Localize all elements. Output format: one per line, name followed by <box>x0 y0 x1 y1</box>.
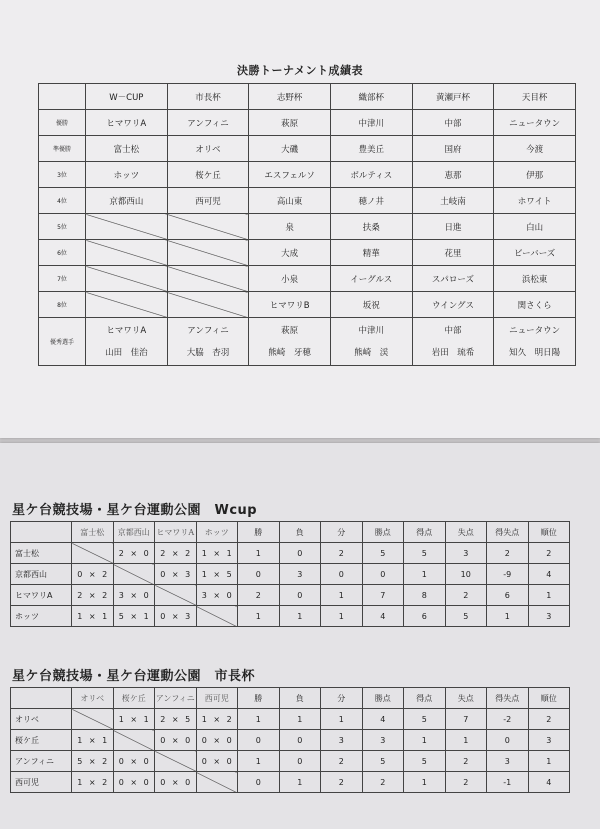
opponent-header: ホッツ <box>196 522 238 543</box>
opponent-header: アンフィニ <box>155 688 197 709</box>
mvp-cell <box>412 318 494 366</box>
team-cell: 土岐南 <box>412 188 494 214</box>
team-cell: イーグルス <box>330 266 412 292</box>
stat-value: 1 <box>528 751 570 772</box>
stat-value: 1 <box>238 751 280 772</box>
team-cell: スパローズ <box>412 266 494 292</box>
stat-header: 得失点 <box>487 688 529 709</box>
stat-value: 0 <box>238 730 280 751</box>
self-match-cell <box>196 606 238 627</box>
team-cell: ホッツ <box>86 162 168 188</box>
mvp-team: ヒマワリA <box>106 325 147 336</box>
stat-header: 失点 <box>445 688 487 709</box>
stat-value: 1 <box>404 564 446 585</box>
mvp-player: 山田 佳治 <box>105 347 148 358</box>
stat-value: 3 <box>487 751 529 772</box>
team-cell <box>86 214 168 240</box>
stat-value: 6 <box>487 585 529 606</box>
team-name: 富士松 <box>11 543 72 564</box>
stat-value: 2 <box>445 751 487 772</box>
team-cell: 大成 <box>249 240 331 266</box>
match-score: 3 × 0 <box>196 585 238 606</box>
team-name: ホッツ <box>11 606 72 627</box>
team-cell <box>167 214 249 240</box>
self-match-cell <box>113 730 155 751</box>
stat-value: 1 <box>238 709 280 730</box>
league-team-row <box>11 543 570 564</box>
stat-value: 1 <box>321 606 363 627</box>
stat-value: 1 <box>445 730 487 751</box>
stat-value: 7 <box>445 709 487 730</box>
match-score: 1 × 1 <box>72 606 114 627</box>
rank-label: 6位 <box>39 240 86 266</box>
stat-header: 順位 <box>528 688 570 709</box>
mvp-team: 萩原 <box>281 325 299 336</box>
team-cell: 泉 <box>249 214 331 240</box>
mvp-team: 中津川 <box>358 325 385 336</box>
stat-header: 失点 <box>445 522 487 543</box>
match-score: 1 × 2 <box>72 772 114 793</box>
stat-value: 4 <box>362 709 404 730</box>
stat-value: 1 <box>279 772 321 793</box>
stat-value: 5 <box>362 543 404 564</box>
team-cell: 伊那 <box>494 162 576 188</box>
stat-header: 負 <box>279 688 321 709</box>
mvp-cell <box>494 318 576 366</box>
stat-value: 6 <box>404 606 446 627</box>
stat-header: 分 <box>321 522 363 543</box>
rank-label: 優勝 <box>39 110 86 136</box>
cup-header: 志野杯 <box>249 84 331 110</box>
rank-row <box>39 240 576 266</box>
league-title-wcup: 星ケ台競技場・星ケ台運動公園 Wcup <box>12 503 258 518</box>
stat-value: 0 <box>362 564 404 585</box>
corner-cell <box>39 84 86 110</box>
rank-row <box>39 136 576 162</box>
mvp-label: 優秀選手 <box>39 318 86 366</box>
match-score: 2 × 2 <box>155 543 197 564</box>
mvp-cell <box>86 318 168 366</box>
stat-header: 分 <box>321 688 363 709</box>
stat-value: 3 <box>445 543 487 564</box>
league-header-row <box>11 688 570 709</box>
match-score: 1 × 1 <box>196 543 238 564</box>
stat-value: 0 <box>279 543 321 564</box>
match-score: 0 × 2 <box>72 564 114 585</box>
team-cell: エスフェルソ <box>249 162 331 188</box>
stat-value: 1 <box>321 585 363 606</box>
stat-value: 2 <box>238 585 280 606</box>
mvp-team: アンフィニ <box>187 325 229 336</box>
team-cell: 浜松東 <box>494 266 576 292</box>
mvp-cell <box>330 318 412 366</box>
rank-row <box>39 162 576 188</box>
stat-value: 2 <box>445 772 487 793</box>
team-name: ヒマワリA <box>11 585 72 606</box>
stat-value: 3 <box>321 730 363 751</box>
stat-value: 0 <box>487 730 529 751</box>
team-cell: ビーバーズ <box>494 240 576 266</box>
stat-header: 順位 <box>528 522 570 543</box>
mvp-cell <box>167 318 249 366</box>
league-corner-cell <box>11 522 72 543</box>
rank-row <box>39 266 576 292</box>
stat-value: 3 <box>279 564 321 585</box>
mvp-row <box>39 318 576 366</box>
team-cell: 関さくら <box>494 292 576 318</box>
stat-header: 勝 <box>238 522 280 543</box>
self-match-cell <box>155 751 197 772</box>
match-score: 0 × 0 <box>113 751 155 772</box>
league-team-row <box>11 772 570 793</box>
mvp-player: 岩田 琉希 <box>431 347 475 358</box>
match-score: 0 × 0 <box>113 772 155 793</box>
league-team-row <box>11 751 570 772</box>
league-corner-cell <box>11 688 72 709</box>
league-table-shichohai <box>10 687 570 793</box>
stat-value: 1 <box>279 709 321 730</box>
team-cell <box>86 292 168 318</box>
match-score: 0 × 0 <box>155 772 197 793</box>
team-cell: ウイングス <box>412 292 494 318</box>
team-cell: 豊美丘 <box>330 136 412 162</box>
match-score: 1 × 5 <box>196 564 238 585</box>
mvp-team: 中部 <box>444 325 462 336</box>
team-cell: 精華 <box>330 240 412 266</box>
team-cell: 国府 <box>412 136 494 162</box>
team-cell: ヒマワリB <box>249 292 331 318</box>
team-cell: アンフィニ <box>167 110 249 136</box>
stat-value: 5 <box>404 751 446 772</box>
team-cell: 今渡 <box>494 136 576 162</box>
match-score: 1 × 2 <box>196 709 238 730</box>
stat-header: 勝 <box>238 688 280 709</box>
mvp-player: 知久 明日陽 <box>509 347 561 358</box>
match-score: 5 × 2 <box>72 751 114 772</box>
mvp-player: 大脇 杏羽 <box>186 347 230 358</box>
team-name: 京都西山 <box>11 564 72 585</box>
team-cell: ニュータウン <box>494 110 576 136</box>
team-cell <box>167 266 249 292</box>
match-score: 3 × 0 <box>113 585 155 606</box>
opponent-header: 富士松 <box>72 522 114 543</box>
stat-header: 得失点 <box>487 522 529 543</box>
mvp-player: 熊崎 牙穂 <box>268 347 311 358</box>
tournament-title: 決勝トーナメント成績表 <box>236 64 364 77</box>
stat-value: 2 <box>487 543 529 564</box>
opponent-header: ヒマワリA <box>155 522 197 543</box>
team-cell <box>167 292 249 318</box>
rank-label: 5位 <box>39 214 86 240</box>
stat-value: 2 <box>528 709 570 730</box>
team-cell: ホワイト <box>494 188 576 214</box>
team-cell: 花里 <box>412 240 494 266</box>
stat-value: 3 <box>362 730 404 751</box>
cup-header: W－CUP <box>86 84 168 110</box>
team-cell: ボルティス <box>330 162 412 188</box>
stat-header: 得点 <box>404 688 446 709</box>
opponent-header: 京都西山 <box>113 522 155 543</box>
team-cell: 高山東 <box>249 188 331 214</box>
mvp-player: 熊崎 渓 <box>354 347 389 358</box>
stat-value: -1 <box>487 772 529 793</box>
self-match-cell <box>72 543 114 564</box>
stat-value: 3 <box>528 730 570 751</box>
league-team-row <box>11 564 570 585</box>
team-cell <box>167 240 249 266</box>
stat-header: 得点 <box>404 522 446 543</box>
team-cell: 大磯 <box>249 136 331 162</box>
team-name: オリベ <box>11 709 72 730</box>
match-score: 1 × 1 <box>113 709 155 730</box>
mvp-team: ニュータウン <box>509 325 561 336</box>
stat-value: 2 <box>321 543 363 564</box>
stat-value: 5 <box>362 751 404 772</box>
self-match-cell <box>72 709 114 730</box>
rank-label: 4位 <box>39 188 86 214</box>
stat-value: 2 <box>321 772 363 793</box>
stat-value: 0 <box>279 751 321 772</box>
stat-value: -2 <box>487 709 529 730</box>
league-team-row <box>11 585 570 606</box>
match-score: 0 × 0 <box>196 730 238 751</box>
stat-value: 7 <box>362 585 404 606</box>
stat-value: 1 <box>321 709 363 730</box>
cup-header: 織部杯 <box>330 84 412 110</box>
stat-value: 0 <box>238 564 280 585</box>
match-score: 0 × 0 <box>155 730 197 751</box>
cup-header: 天目杯 <box>494 84 576 110</box>
stat-value: 5 <box>404 543 446 564</box>
self-match-cell <box>113 564 155 585</box>
match-score: 0 × 3 <box>155 564 197 585</box>
opponent-header: 桜ケ丘 <box>113 688 155 709</box>
stat-value: 2 <box>321 751 363 772</box>
match-score: 0 × 3 <box>155 606 197 627</box>
team-cell: 中部 <box>412 110 494 136</box>
team-cell: ヒマワリA <box>86 110 168 136</box>
match-score: 5 × 1 <box>113 606 155 627</box>
team-cell: 京都西山 <box>86 188 168 214</box>
stat-header: 負 <box>279 522 321 543</box>
team-cell: 日進 <box>412 214 494 240</box>
rank-row <box>39 292 576 318</box>
rank-label: 3位 <box>39 162 86 188</box>
stat-header: 勝点 <box>362 522 404 543</box>
stat-value: 0 <box>321 564 363 585</box>
stat-value: -9 <box>487 564 529 585</box>
team-cell: 穂ノ井 <box>330 188 412 214</box>
match-score: 2 × 0 <box>113 543 155 564</box>
stat-value: 0 <box>238 772 280 793</box>
self-match-cell <box>155 585 197 606</box>
stat-value: 0 <box>279 585 321 606</box>
match-score: 0 × 0 <box>196 751 238 772</box>
rank-row <box>39 110 576 136</box>
self-match-cell <box>196 772 238 793</box>
team-cell: 萩原 <box>249 110 331 136</box>
rank-label: 準優勝 <box>39 136 86 162</box>
team-name: 桜ケ丘 <box>11 730 72 751</box>
stat-value: 0 <box>279 730 321 751</box>
team-cell: 富士松 <box>86 136 168 162</box>
stat-value: 1 <box>528 585 570 606</box>
stat-value: 1 <box>279 606 321 627</box>
team-cell: 桜ケ丘 <box>167 162 249 188</box>
team-cell <box>86 240 168 266</box>
league-team-row <box>11 709 570 730</box>
rank-label: 8位 <box>39 292 86 318</box>
stat-value: 5 <box>404 709 446 730</box>
team-cell: 恵那 <box>412 162 494 188</box>
team-name: 西可児 <box>11 772 72 793</box>
stat-value: 4 <box>528 564 570 585</box>
rank-row <box>39 188 576 214</box>
team-cell: オリベ <box>167 136 249 162</box>
stat-value: 3 <box>528 606 570 627</box>
match-score: 1 × 1 <box>72 730 114 751</box>
stat-value: 2 <box>528 543 570 564</box>
stat-value: 1 <box>404 730 446 751</box>
league-title-shichohai: 星ケ台競技場・星ケ台運動公園 市長杯 <box>12 669 256 684</box>
team-cell: 中津川 <box>330 110 412 136</box>
opponent-header: オリベ <box>72 688 114 709</box>
stat-value: 1 <box>487 606 529 627</box>
stat-value: 10 <box>445 564 487 585</box>
stat-value: 1 <box>238 543 280 564</box>
team-cell: 白山 <box>494 214 576 240</box>
match-score: 2 × 5 <box>155 709 197 730</box>
league-table-wcup <box>10 521 570 627</box>
stat-value: 4 <box>528 772 570 793</box>
team-cell: 坂祝 <box>330 292 412 318</box>
stat-value: 5 <box>445 606 487 627</box>
stat-value: 1 <box>238 606 280 627</box>
team-cell: 小泉 <box>249 266 331 292</box>
team-cell: 扶桑 <box>330 214 412 240</box>
results-header-row <box>39 84 576 110</box>
rank-row <box>39 214 576 240</box>
opponent-header: 西可児 <box>196 688 238 709</box>
stat-header: 勝点 <box>362 688 404 709</box>
team-cell: 西可児 <box>167 188 249 214</box>
team-name: アンフィニ <box>11 751 72 772</box>
stat-value: 2 <box>362 772 404 793</box>
match-score: 2 × 2 <box>72 585 114 606</box>
league-team-row <box>11 730 570 751</box>
rank-label: 7位 <box>39 266 86 292</box>
stat-value: 2 <box>445 585 487 606</box>
cup-header: 黄瀬戸杯 <box>412 84 494 110</box>
stat-value: 8 <box>404 585 446 606</box>
league-team-row <box>11 606 570 627</box>
league-sheet <box>0 443 600 829</box>
mvp-cell <box>249 318 331 366</box>
stat-value: 4 <box>362 606 404 627</box>
league-header-row <box>11 522 570 543</box>
team-cell <box>86 266 168 292</box>
tournament-results-table <box>38 83 576 366</box>
stat-value: 1 <box>404 772 446 793</box>
cup-header: 市長杯 <box>167 84 249 110</box>
